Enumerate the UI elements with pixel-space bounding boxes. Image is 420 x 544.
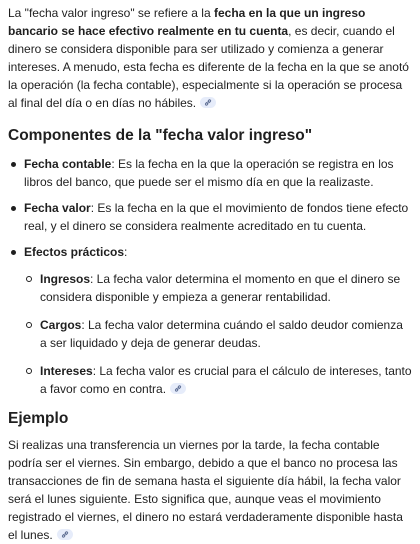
source-link-icon[interactable]: [200, 97, 216, 108]
intro-bold: fecha en la que un ingreso bancario se hace efectivo realmente en tu cuenta: [8, 6, 366, 38]
ejemplo-heading: Ejemplo: [8, 410, 69, 427]
item-text: : Es la fecha en la que la operación se registra en los libros del banco, que puede ser el mismo día en que la realizaste.: [24, 157, 394, 189]
subitem-text: : La fecha valor determina el momento en que el dinero se considera disponible y empieza a generar rentabilidad.: [40, 272, 401, 304]
source-link-icon[interactable]: [57, 529, 73, 540]
intro-paragraph: [8, 4, 412, 112]
source-link-icon[interactable]: [170, 383, 186, 394]
list-item: [8, 199, 412, 235]
item-label: Fecha contable: [24, 157, 112, 171]
subitem-label: Ingresos: [40, 272, 91, 286]
subitem-label: Intereses: [40, 364, 93, 378]
subitem-label: Cargos: [40, 318, 82, 332]
sublist-item: [24, 270, 412, 306]
ejemplo-paragraph: [8, 436, 412, 544]
intro-text-2: , es decir, cuando el dinero se considera disponible para ser utilizado y comienza a generar intereses. A menudo, esta fecha es diferente de la fecha en la que se anotó la operación (la fecha contable), especialmente si la operación se procesa al final del día o en días no hábiles.: [8, 24, 409, 110]
item-label: Efectos prácticos: [24, 245, 125, 259]
item-label: Fecha valor: [24, 201, 91, 215]
item-text: :: [124, 245, 128, 259]
subitem-text: : La fecha valor es crucial para el cálculo de intereses, tanto a favor como en contra.: [40, 364, 412, 396]
list-item: [8, 243, 412, 398]
ejemplo-text: Si realizas una transferencia un viernes por la tarde, la fecha contable podría ser el viernes. Sin embargo, debido a que el banco no procesa las transacciones de fin de semana hasta el siguiente día hábil, la fecha valor será el lunes siguiente. Esto significa que, aunque veas el movimiento registrado el viernes, el dinero no estará verdaderamente disponible hasta el lunes.: [8, 438, 403, 542]
list-item: [8, 155, 412, 191]
componentes-list: [8, 155, 412, 398]
sublist-item: [24, 362, 412, 398]
componentes-heading: Componentes de la "fecha valor ingreso": [8, 127, 313, 144]
subitem-text: : La fecha valor determina cuándo el saldo deudor comienza a ser liquidado y deja de generar deudas.: [40, 318, 403, 350]
intro-text-1: La "fecha valor ingreso" se refiere a la: [8, 6, 214, 20]
sublist-item: [24, 316, 412, 352]
item-text: : Es la fecha en la que el movimiento de fondos tiene efecto real, y el dinero se considera realmente acreditado en tu cuenta.: [24, 201, 409, 233]
efectos-sublist: [24, 270, 412, 398]
